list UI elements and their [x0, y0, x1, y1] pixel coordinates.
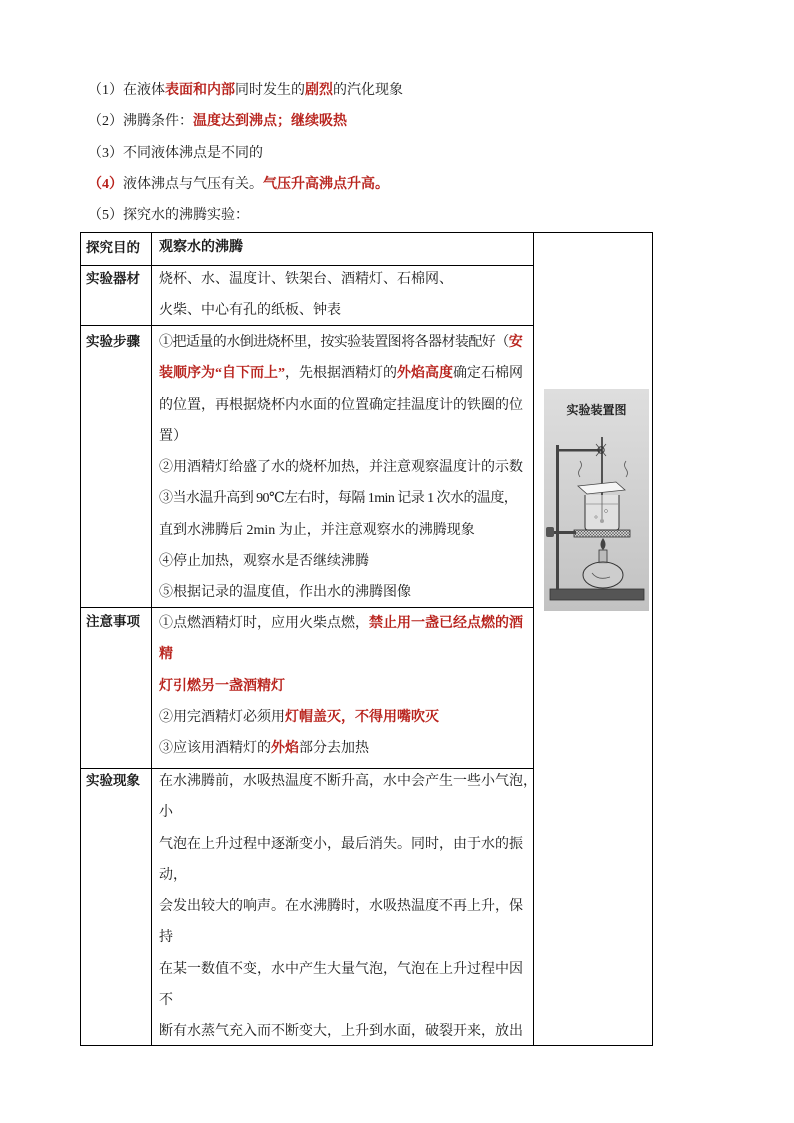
intro-line-5 [88, 200, 403, 231]
content-line [159, 515, 523, 546]
figure-caption: 实验装置图 [566, 403, 627, 417]
content-text: 烧杯、水、温度计、铁架台、酒精灯、石棉网、 [159, 272, 453, 287]
content-line [159, 546, 523, 577]
content-text: ③当水温升高到 90℃左右时，每隔 1min 记录 1 次水的温度， [159, 491, 518, 507]
content-line [159, 452, 523, 483]
content-line [159, 483, 523, 514]
row-label-steps: 实验步骤 [86, 334, 140, 349]
content-line [159, 232, 243, 263]
intro-emphasis: 表面和内部 [165, 83, 235, 98]
intro-emphasis: （4） [88, 176, 123, 192]
beaker [585, 495, 619, 530]
emphasis-text: 精 [159, 647, 173, 663]
intro-line-4 [88, 169, 403, 200]
intro-line-2 [88, 106, 403, 137]
content-line [159, 985, 537, 1016]
content-text: 火柴、中心有孔的纸板、钟表 [159, 303, 341, 319]
content-text: ④停止加热，观察水是否继续沸腾 [159, 553, 369, 569]
content-text: 持 [159, 930, 173, 946]
content-line [159, 608, 523, 639]
content-line [159, 891, 537, 922]
content-text: 小 [159, 805, 173, 821]
intro-list [88, 75, 403, 231]
intro-emphasis: 剧烈 [305, 83, 333, 98]
content-text: ①点燃酒精灯时，应用火柴点燃， [159, 616, 369, 631]
content-text: 会发出较大的响声。在水沸腾时，水吸热温度不再上升，保 [159, 899, 523, 914]
content-line [159, 577, 523, 608]
emphasis-text: 灯引燃另一盏酒精灯 [159, 678, 285, 694]
content-text: ②用完酒精灯必须用 [159, 709, 285, 725]
emphasis-text: 外焰 [271, 741, 299, 756]
content-line [159, 671, 523, 702]
content-line [159, 797, 537, 828]
content-line [159, 954, 537, 985]
content-line [159, 639, 523, 670]
content-line [159, 327, 523, 358]
row-content-steps [159, 327, 523, 608]
content-text: 在某一数值不变，水中产生大量气泡，气泡在上升过程中因 [159, 961, 523, 977]
content-line [159, 390, 523, 421]
content-text: ，先根据酒精灯的 [285, 366, 397, 382]
content-text: 直到水沸腾后 2min 为止，并注意观察水的沸腾现象 [159, 522, 475, 538]
content-line [159, 829, 537, 860]
content-line [159, 922, 537, 953]
content-text: 的位置，再根据烧杯内水面的位置确定挂温度计的铁圈的位 [159, 397, 523, 413]
content-line [159, 264, 453, 295]
intro-text: （1）在液体 [88, 83, 165, 98]
row-content-precautions [159, 608, 523, 764]
emphasis-text: 安 [508, 335, 523, 350]
content-line [159, 295, 453, 326]
row-label-equipment: 实验器材 [86, 271, 140, 286]
content-text: ③应该用酒精灯的 [159, 741, 271, 756]
content-text: ①把适量的水倒进烧杯里，按实验装置图将各器材装配好（ [159, 335, 509, 350]
content-line [159, 1016, 537, 1047]
row-content-purpose [159, 232, 243, 263]
intro-text: 的汽化现象 [333, 83, 403, 98]
content-text: ⑤根据记录的温度值，作出水的沸腾图像 [159, 585, 411, 600]
content-line [159, 702, 523, 733]
content-text: 置） [159, 428, 187, 444]
intro-line-1 [88, 75, 403, 106]
content-text: 部分去加热 [299, 741, 369, 756]
intro-emphasis: 温度达到沸点；继续吸热 [193, 114, 347, 130]
table-column-divider [151, 232, 152, 1046]
row-label-phenomena: 实验现象 [86, 773, 140, 788]
emphasis-text: 外焰高度 [397, 366, 453, 382]
intro-text: （5）探究水的沸腾实验： [88, 208, 249, 223]
intro-text: 液体沸点与气压有关。 [123, 176, 263, 192]
intro-line-3 [88, 138, 403, 169]
content-text: 确定石棉网 [453, 366, 523, 382]
intro-text: （3）不同液体沸点是不同的 [88, 145, 263, 161]
emphasis-text: 灯帽盖灭，不得用嘴吹灭 [285, 709, 439, 725]
content-text: 不 [159, 992, 173, 1008]
emphasis-text: 装顺序为“自下而上” [159, 366, 285, 382]
content-text: 观察水的沸腾 [159, 240, 243, 255]
content-line [159, 358, 523, 389]
row-content-equipment [159, 264, 453, 327]
content-line [159, 421, 523, 452]
content-text: ②用酒精灯给盛了水的烧杯加热，并注意观察温度计的示数 [159, 460, 523, 475]
content-line [159, 860, 537, 891]
content-text: 气泡在上升过程中逐渐变小，最后消失。同时，由于水的振 [159, 836, 523, 852]
apparatus-figure [544, 389, 649, 611]
row-label-precautions: 注意事项 [86, 614, 140, 629]
content-text: 动， [159, 867, 187, 883]
emphasis-text: 禁止用一盏已经点燃的酒 [369, 616, 523, 631]
content-line [159, 733, 523, 764]
intro-text: 同时发生的 [235, 83, 305, 98]
content-text: 在水沸腾前，水吸热温度不断升高，水中会产生一些小气泡， [159, 774, 537, 789]
row-content-phenomena [159, 766, 537, 1047]
intro-text: （2）沸腾条件： [88, 114, 193, 130]
content-line [159, 766, 537, 797]
apparatus-diagram [544, 389, 649, 611]
content-text: 断有水蒸气充入而不断变大，上升到水面，破裂开来，放出 [159, 1024, 523, 1039]
row-label-purpose: 探究目的 [86, 240, 140, 255]
intro-emphasis: 气压升高沸点升高。 [263, 176, 389, 192]
